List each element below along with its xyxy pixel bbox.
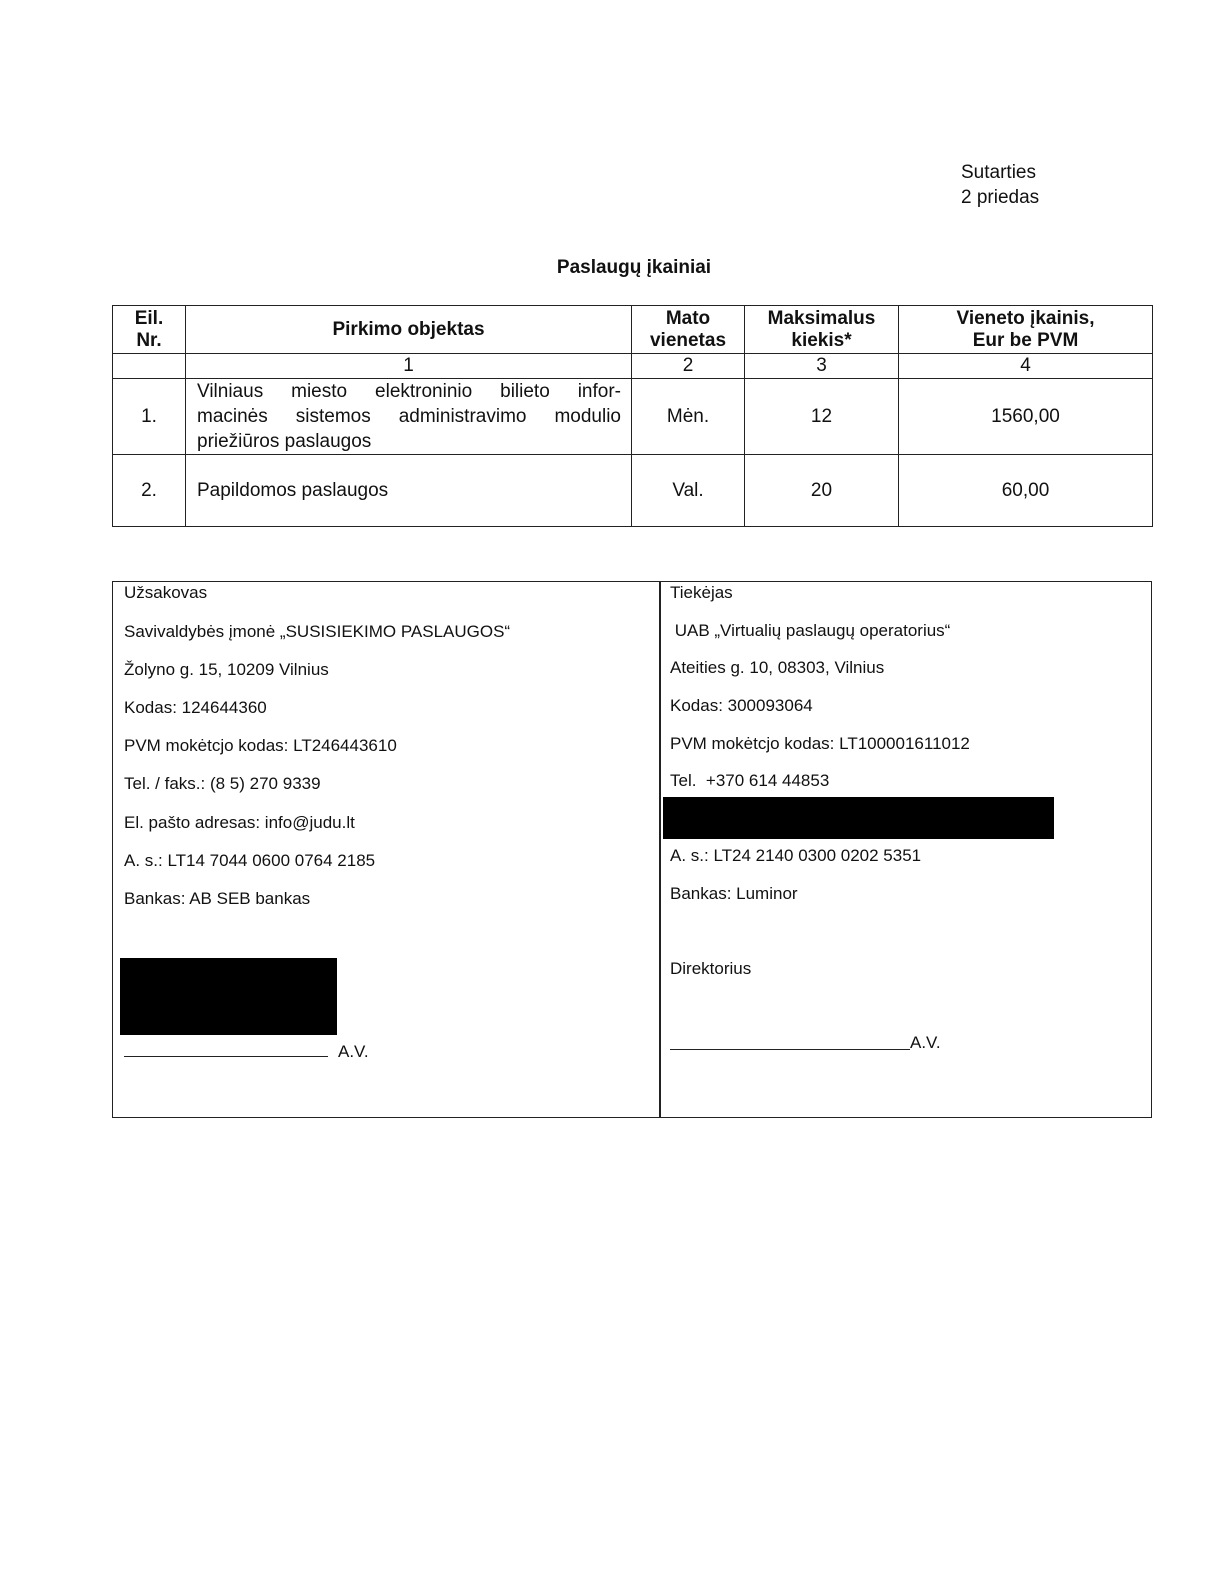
supplier-address: Ateities g. 10, 08303, Vilnius: [670, 658, 885, 677]
header-unit-line-2: vienetas: [649, 329, 727, 351]
header-unit: [632, 306, 745, 354]
row-object-line: macinės sistemos administravimo modulio: [197, 406, 621, 427]
row-nr: 2.: [113, 455, 186, 527]
price-table: [112, 305, 1153, 527]
row-unit-price: 60,00: [899, 455, 1153, 527]
redacted-supplier-line: [663, 797, 1054, 839]
header-max-qty-line-2: kiekis*: [791, 329, 852, 351]
supplier-vat-code: PVM mokėtcjo kodas: LT100001611012: [670, 734, 970, 753]
header-nr: [113, 306, 186, 354]
row-object-line: Vilniaus miesto elektroninio bilieto infor-: [197, 381, 621, 402]
customer-stamp-label: A.V.: [338, 1042, 369, 1061]
column-number: 4: [899, 354, 1153, 379]
customer-address: Žolyno g. 15, 10209 Vilnius: [124, 660, 329, 679]
customer-phone: Tel. / faks.: (8 5) 270 9339: [124, 774, 321, 793]
supplier-stamp-label: A.V.: [910, 1033, 941, 1052]
row-nr: 1.: [113, 379, 186, 455]
row-object: [186, 379, 632, 455]
column-number: 1: [186, 354, 632, 379]
column-number: [113, 354, 186, 379]
table-row: [113, 455, 1153, 527]
customer-name: Savivaldybės įmonė „SUSISIEKIMO PASLAUGOS“: [124, 622, 511, 641]
row-max-qty: 20: [745, 455, 899, 527]
header-nr-line-2: Nr.: [136, 329, 162, 351]
parties-box: [112, 581, 1152, 1118]
header-object: Pirkimo objektas: [186, 306, 632, 354]
page-title: Paslaugų įkainiai: [556, 257, 712, 278]
row-unit-price: 1560,00: [899, 379, 1153, 455]
header-unit-line-1: Mato: [665, 307, 711, 329]
supplier-bank: Bankas: Luminor: [670, 884, 798, 903]
column-number: 3: [745, 354, 899, 379]
supplier-account: A. s.: LT24 2140 0300 0202 5351: [670, 846, 922, 865]
customer-account: A. s.: LT14 7044 0600 0764 2185: [124, 851, 376, 870]
table-header-row: [113, 306, 1153, 354]
header-unit-price-line-2: Eur be PVM: [972, 329, 1079, 351]
header-nr-line-1: Eil.: [134, 307, 164, 329]
supplier-signature-line: [670, 1049, 910, 1050]
redacted-signature-customer: [120, 958, 337, 1035]
customer-vat-code: PVM mokėtcjo kodas: LT246443610: [124, 736, 397, 755]
header-max-qty: [745, 306, 899, 354]
customer-email: El. pašto adresas: info@judu.lt: [124, 813, 355, 832]
supplier-name: UAB „Virtualių paslaugų operatorius“: [670, 621, 951, 640]
column-number-row: [113, 354, 1153, 379]
header-unit-price: [899, 306, 1153, 354]
header-unit-price-line-1: Vieneto įkainis,: [956, 307, 1095, 329]
row-unit: Mėn.: [632, 379, 745, 455]
customer-role: Užsakovas: [124, 583, 208, 602]
supplier-role: Tiekėjas: [670, 583, 733, 602]
column-number: 2: [632, 354, 745, 379]
header-max-qty-line-1: Maksimalus: [767, 307, 876, 329]
supplier-position: Direktorius: [670, 959, 752, 978]
row-object: Papildomos paslaugos: [186, 455, 632, 527]
supplier-code: Kodas: 300093064: [670, 696, 813, 715]
supplier-phone: Tel. +370 614 44853: [670, 771, 830, 790]
annex-line-1: Sutarties: [961, 162, 1036, 183]
annex-label: [961, 160, 1039, 210]
row-unit: Val.: [632, 455, 745, 527]
row-object-line: priežiūros paslaugos: [197, 431, 372, 452]
parties-divider: [659, 582, 661, 1117]
customer-signature-line: [124, 1056, 328, 1057]
customer-code: Kodas: 124644360: [124, 698, 267, 717]
row-max-qty: 12: [745, 379, 899, 455]
customer-bank: Bankas: AB SEB bankas: [124, 889, 311, 908]
annex-line-2: 2 priedas: [961, 187, 1040, 208]
table-row: [113, 379, 1153, 455]
